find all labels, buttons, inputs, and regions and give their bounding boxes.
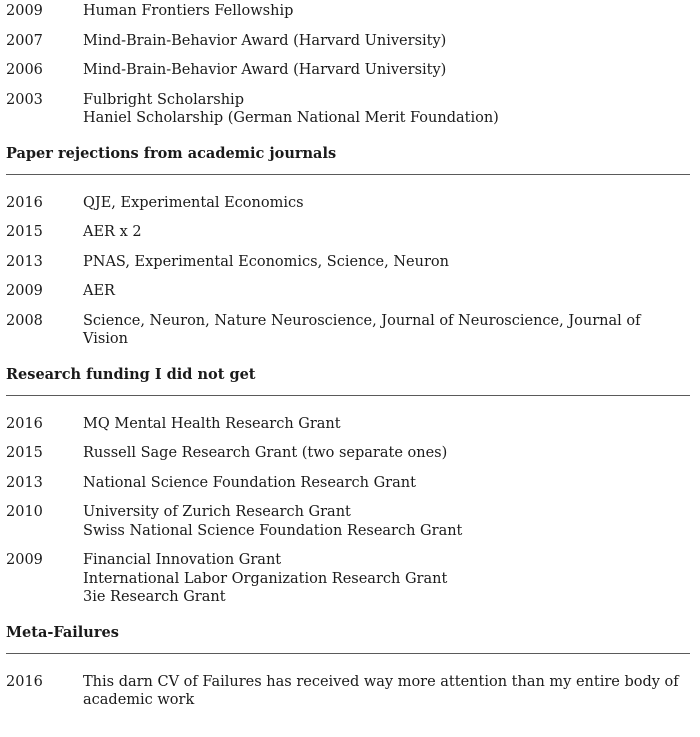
entry-line: PNAS, Experimental Economics, Science, Neuron: [83, 253, 449, 270]
entry-line: Fulbright Scholarship: [83, 91, 244, 108]
cv-entry: [6, 194, 690, 213]
entry-description: [83, 32, 690, 51]
entry-year: 2016: [6, 673, 43, 690]
entry-description: [83, 2, 690, 21]
entry-description: [83, 415, 690, 434]
entry-line: Mind-Brain-Behavior Award (Harvard University): [83, 62, 447, 78]
cv-section: [6, 145, 690, 349]
entry-description: [83, 61, 690, 80]
cv-entry: [6, 474, 690, 493]
entry-description: [83, 444, 690, 463]
entry-line: MQ Mental Health Research Grant: [83, 415, 341, 432]
entry-line: Haniel Scholarship (German National Merit Foundation): [83, 110, 499, 126]
entry-description: [83, 253, 690, 272]
entry-description: [83, 282, 690, 301]
section-divider: [6, 174, 690, 175]
entry-line: 3ie Research Grant: [83, 589, 226, 605]
entry-year: 2015: [6, 224, 43, 240]
cv-entry: [6, 312, 690, 349]
entry-year: 2009: [6, 3, 43, 19]
entry-description: [83, 673, 690, 710]
entry-year: 2008: [6, 312, 43, 329]
entry-year: 2013: [6, 253, 43, 270]
entry-line: Financial Innovation Grant: [83, 552, 282, 568]
entry-year: 2006: [6, 62, 43, 78]
cv-entry: [6, 444, 690, 463]
entry-line: National Science Foundation Research Grant: [83, 474, 416, 491]
entry-description: [83, 194, 690, 213]
entry-description: [83, 91, 690, 128]
section-divider: [6, 653, 690, 654]
cv-entry: [6, 415, 690, 434]
cv-entry: [6, 253, 690, 272]
cv-entry: [6, 2, 690, 21]
entry-year: 2009: [6, 552, 43, 568]
entry-line: Mind-Brain-Behavior Award (Harvard University): [83, 32, 447, 49]
cv-entry: [6, 503, 690, 540]
entry-year: 2010: [6, 504, 43, 520]
entry-year: 2013: [6, 474, 43, 491]
entry-year: 2007: [6, 32, 43, 49]
entry-line: QJE, Experimental Economics: [83, 194, 304, 211]
entry-year: 2009: [6, 283, 43, 299]
awards-list: [6, 2, 690, 128]
cv-section: [6, 366, 690, 607]
entry-line: AER: [83, 283, 115, 299]
entry-year: 2016: [6, 194, 43, 211]
cv-entry: [6, 673, 690, 710]
cv-section: [6, 624, 690, 710]
entry-line: International Labor Organization Research Grant: [83, 570, 448, 587]
entry-line: Human Frontiers Fellowship: [83, 3, 294, 19]
entry-year: 2003: [6, 91, 43, 108]
entry-line: University of Zurich Research Grant: [83, 504, 351, 520]
entry-year: 2015: [6, 445, 43, 461]
entry-description: [83, 503, 690, 540]
cv-entry: [6, 282, 690, 301]
entry-description: [83, 312, 690, 349]
section-divider: [6, 395, 690, 396]
entry-line: Russell Sage Research Grant (two separate ones): [83, 445, 448, 461]
cv-entry: [6, 551, 690, 607]
entry-line: Swiss National Science Foundation Research Grant: [83, 522, 463, 539]
cv-entry: [6, 32, 690, 51]
entry-description: [83, 474, 690, 493]
cv-page: [6, 2, 690, 721]
entry-line: Science, Neuron, Nature Neuroscience, Journal of Neuroscience, Journal of Vision: [83, 312, 641, 347]
cv-sections: [6, 145, 690, 710]
entry-line: This darn CV of Failures has received way more attention than my entire body of academic work: [83, 673, 679, 708]
cv-entry: [6, 61, 690, 80]
entry-year: 2016: [6, 415, 43, 432]
entry-description: [83, 551, 690, 607]
cv-entry: [6, 91, 690, 128]
entry-description: [83, 223, 690, 242]
entry-line: AER x 2: [83, 224, 142, 240]
cv-entry: [6, 223, 690, 242]
section-heading: Paper rejections from academic journals: [6, 144, 337, 162]
section-heading: Research funding I did not get: [6, 365, 256, 383]
section-heading: Meta-Failures: [6, 623, 119, 641]
